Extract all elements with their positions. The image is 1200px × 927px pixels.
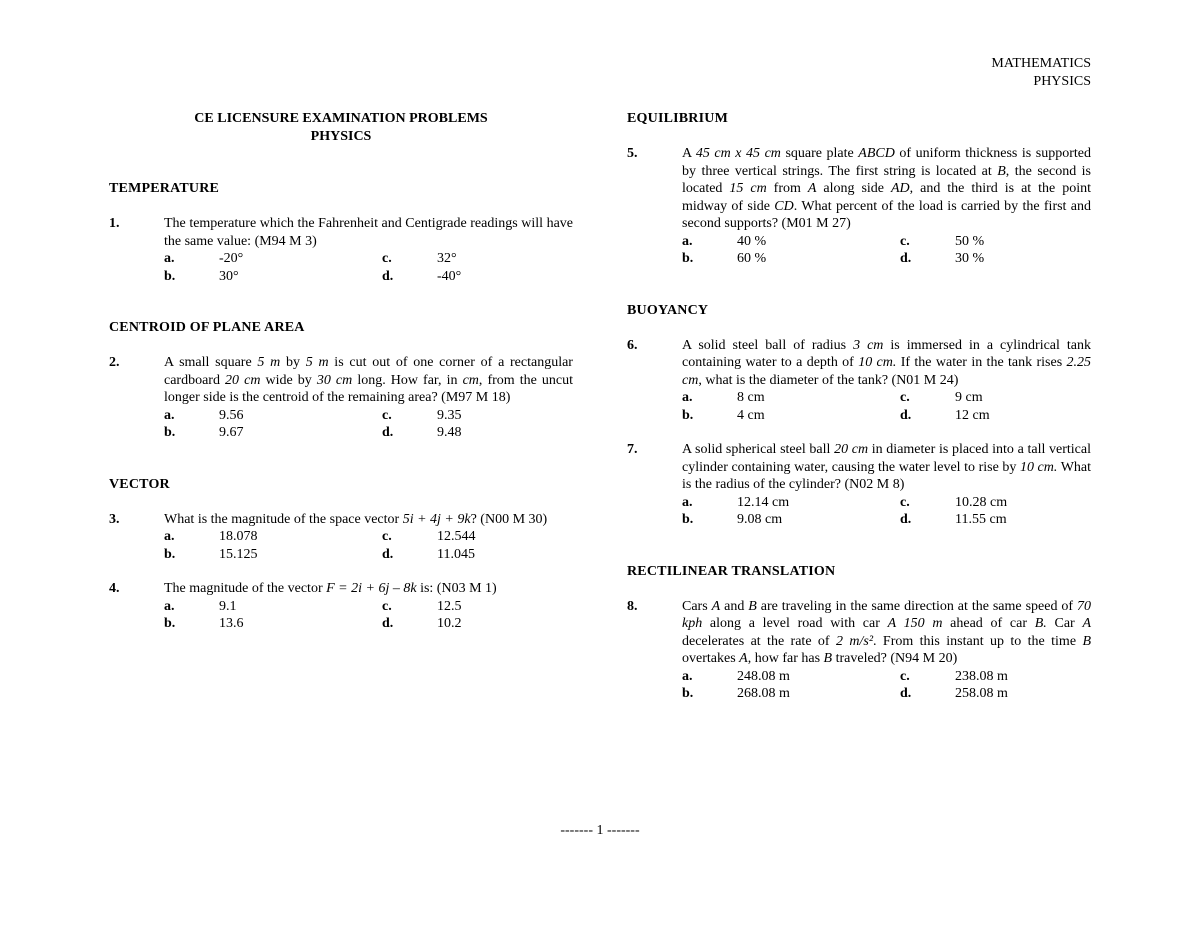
choice-letter-c: c. bbox=[900, 668, 910, 684]
question-body bbox=[164, 511, 573, 564]
text-run: wide by bbox=[260, 372, 317, 388]
choice-letter-d: d. bbox=[900, 407, 912, 423]
question-body bbox=[164, 580, 573, 633]
question bbox=[627, 441, 1091, 529]
choice-letter-d: d. bbox=[382, 616, 394, 631]
text-run: square plate bbox=[780, 146, 859, 161]
math-term: 10 cm. bbox=[1019, 459, 1058, 475]
math-term: 5 m bbox=[257, 355, 281, 370]
choice-letter-c: c. bbox=[382, 251, 392, 266]
text-run: The temperature which the Fahrenheit and Centigrade readings will have the same value: (M94 M 3) bbox=[164, 216, 573, 249]
question-text bbox=[682, 598, 1091, 668]
choice-value-b: 268.08 m bbox=[737, 686, 790, 701]
choice-letter-c: c. bbox=[900, 494, 910, 510]
answer-choices bbox=[682, 389, 1091, 424]
choice-value-c: 50 % bbox=[955, 233, 985, 249]
choice-letter-a: a. bbox=[682, 494, 693, 510]
question-body bbox=[682, 441, 1091, 529]
math-term: 20 cm bbox=[225, 372, 261, 388]
math-term: B bbox=[1082, 633, 1091, 649]
choice-value-c: 238.08 m bbox=[955, 668, 1008, 684]
text-run: traveled? (N94 M 20) bbox=[832, 651, 958, 666]
choice-letter-b: b. bbox=[164, 546, 176, 562]
text-run: is: (N03 M 1) bbox=[416, 581, 497, 596]
math-term: 2 m/s² bbox=[835, 633, 874, 649]
choice-value-d: 9.48 bbox=[437, 425, 462, 440]
choice-letter-d: d. bbox=[900, 512, 912, 527]
math-term: 3 cm bbox=[853, 337, 884, 353]
choice-letter-a: a. bbox=[682, 233, 693, 249]
choice-letter-b: b. bbox=[164, 616, 176, 631]
choice-letter-b: b. bbox=[164, 425, 176, 440]
choice-value-d: 30 % bbox=[955, 251, 985, 266]
text-run: of uniform thickness is supported by three vertical strings. The first string is located at bbox=[682, 146, 1091, 179]
choice-value-a: 18.078 bbox=[219, 529, 258, 544]
question bbox=[627, 598, 1091, 703]
section-buoyancy: BUOYANCY bbox=[627, 302, 709, 318]
question-number: 8. bbox=[627, 598, 638, 614]
math-term: cm bbox=[462, 372, 479, 388]
math-term: 20 cm bbox=[834, 442, 869, 457]
text-run: What is the radius of the cylinder? (N02 M 8) bbox=[682, 459, 1092, 492]
text-run: A bbox=[682, 146, 696, 161]
choice-value-c: 10.28 cm bbox=[955, 494, 1008, 510]
math-term: B bbox=[823, 651, 833, 666]
choice-value-a: 40 % bbox=[737, 233, 767, 249]
text-run: along side bbox=[816, 181, 891, 196]
text-run: by bbox=[280, 355, 306, 370]
math-term: ABCD bbox=[858, 146, 895, 161]
text-run: is immersed in a cylindrical tank containing water to a depth of bbox=[682, 337, 1091, 370]
question-number: 1. bbox=[109, 216, 120, 231]
choice-value-b: 4 cm bbox=[737, 407, 765, 423]
math-term: 5 m bbox=[305, 355, 329, 370]
question-number: 3. bbox=[109, 511, 120, 527]
answer-choices bbox=[682, 494, 1091, 529]
text-run: overtakes bbox=[682, 651, 740, 666]
choice-value-c: 12.544 bbox=[437, 529, 476, 544]
title-line-2: PHYSICS bbox=[310, 129, 372, 144]
math-term: CD bbox=[774, 198, 794, 214]
choice-letter-a: a. bbox=[164, 529, 175, 544]
choice-letter-b: b. bbox=[682, 686, 694, 701]
section-equilibrium: EQUILIBRIUM bbox=[627, 111, 728, 126]
text-run: is cut out of one corner of a rectangular cardboard bbox=[164, 355, 573, 388]
choice-letter-a: a. bbox=[682, 390, 693, 405]
right-column bbox=[627, 110, 1091, 703]
math-term: B bbox=[748, 598, 757, 614]
text-run: A solid spherical steel ball bbox=[682, 442, 835, 457]
choice-letter-c: c. bbox=[382, 529, 392, 544]
choice-letter-c: c. bbox=[900, 390, 910, 405]
text-run: , from the uncut longer side is the centroid of the remaining area? (M97 M 18) bbox=[164, 372, 574, 405]
answer-choices bbox=[682, 233, 1091, 268]
math-term: 10 cm. bbox=[858, 355, 897, 370]
choice-value-a: 9.1 bbox=[219, 598, 237, 614]
choice-value-b: 15.125 bbox=[219, 546, 258, 562]
text-run: What is the magnitude of the space vector bbox=[164, 511, 403, 527]
choice-value-a: -20° bbox=[219, 251, 244, 266]
section-centroid: CENTROID OF PLANE AREA bbox=[109, 320, 305, 335]
question-number: 2. bbox=[109, 355, 120, 370]
choice-value-c: 9.35 bbox=[437, 407, 462, 423]
question bbox=[627, 337, 1091, 425]
choice-letter-b: b. bbox=[682, 512, 694, 527]
question-number: 4. bbox=[109, 581, 120, 596]
math-term: A bbox=[1082, 616, 1091, 631]
text-run: Car bbox=[1046, 616, 1083, 631]
choice-letter-b: b. bbox=[682, 407, 694, 423]
choice-value-d: 11.55 cm bbox=[955, 512, 1007, 527]
question-text bbox=[682, 337, 1091, 390]
page-header bbox=[991, 55, 1091, 91]
math-term: A bbox=[739, 651, 748, 666]
text-run: If the water in the tank rises bbox=[896, 355, 1067, 370]
question-body bbox=[164, 215, 573, 285]
header-subtopic: PHYSICS bbox=[1033, 74, 1091, 89]
choice-letter-a: a. bbox=[682, 668, 693, 684]
math-term: 30 cm bbox=[316, 372, 353, 388]
choice-letter-b: b. bbox=[682, 251, 694, 266]
text-run: decelerates at the rate of bbox=[682, 633, 836, 649]
header-subject: MATHEMATICS bbox=[991, 56, 1091, 71]
math-term: A bbox=[807, 181, 817, 196]
question-text bbox=[164, 215, 573, 250]
choice-value-b: 13.6 bbox=[219, 616, 244, 631]
math-term: 70 kph bbox=[682, 598, 1091, 631]
choice-letter-d: d. bbox=[382, 546, 394, 562]
text-run: and bbox=[720, 598, 749, 614]
text-run: . From this instant up to the time bbox=[873, 633, 1083, 649]
question-body bbox=[682, 337, 1091, 425]
text-run: , how far has bbox=[747, 651, 824, 666]
math-term: A bbox=[711, 598, 721, 614]
question-number: 6. bbox=[627, 337, 638, 353]
math-term: 15 cm bbox=[729, 181, 767, 196]
text-run: are traveling in the same direction at the same speed of bbox=[756, 598, 1077, 614]
text-run: , what is the diameter of the tank? (N01 M 24) bbox=[698, 372, 959, 388]
math-term: A 150 m bbox=[887, 616, 943, 631]
answer-choices bbox=[164, 528, 573, 563]
section-temperature: TEMPERATURE bbox=[109, 181, 220, 196]
question bbox=[109, 511, 573, 564]
choice-letter-d: d. bbox=[900, 686, 912, 701]
choice-letter-d: d. bbox=[382, 425, 394, 440]
choice-value-d: -40° bbox=[437, 268, 462, 284]
choice-value-b: 9.67 bbox=[219, 425, 244, 440]
choice-letter-a: a. bbox=[164, 251, 175, 266]
choice-letter-b: b. bbox=[164, 268, 176, 284]
text-run: from bbox=[766, 181, 808, 196]
text-run: A solid steel ball of radius bbox=[682, 337, 854, 353]
choice-letter-a: a. bbox=[164, 598, 175, 614]
section-vector: VECTOR bbox=[109, 476, 170, 492]
section-rectilinear: RECTILINEAR TRANSLATION bbox=[627, 563, 836, 579]
choice-value-b: 9.08 cm bbox=[737, 512, 783, 527]
choice-value-a: 9.56 bbox=[219, 407, 244, 423]
choice-value-d: 12 cm bbox=[955, 407, 990, 423]
choice-value-d: 11.045 bbox=[437, 546, 475, 562]
choice-value-b: 30° bbox=[219, 268, 239, 284]
math-term: 5i + 4j + 9k bbox=[402, 511, 471, 527]
choice-value-d: 10.2 bbox=[437, 616, 462, 631]
question bbox=[627, 145, 1091, 268]
choice-letter-a: a. bbox=[164, 407, 175, 423]
choice-letter-c: c. bbox=[382, 598, 392, 614]
answer-choices bbox=[164, 407, 573, 442]
choice-value-c: 9 cm bbox=[955, 390, 983, 405]
question-text bbox=[164, 354, 573, 407]
text-run: ? (N00 M 30) bbox=[470, 511, 548, 527]
text-run: . What percent of the load is carried by the first and second supports? (M01 M 27) bbox=[682, 198, 1091, 231]
math-term: AD bbox=[890, 181, 910, 196]
left-column bbox=[109, 110, 573, 633]
text-run: in diameter is placed into a tall vertical cylinder containing water, causing the water level to rise by bbox=[682, 442, 1091, 475]
page-number: ------- 1 ------- bbox=[560, 823, 640, 838]
text-run: , the second is located bbox=[682, 163, 1091, 196]
choice-letter-c: c. bbox=[900, 233, 910, 249]
choice-value-c: 32° bbox=[437, 251, 457, 266]
question bbox=[109, 354, 573, 442]
question-text bbox=[164, 580, 573, 598]
question-text bbox=[682, 441, 1091, 494]
title-line-1: CE LICENSURE EXAMINATION PROBLEMS bbox=[194, 111, 488, 126]
question-number: 5. bbox=[627, 146, 638, 161]
page-title bbox=[109, 110, 573, 146]
question-body bbox=[682, 145, 1091, 268]
math-term: B. bbox=[1034, 616, 1047, 631]
question-number: 7. bbox=[627, 442, 638, 457]
text-run: long. How far, in bbox=[352, 372, 463, 388]
answer-choices bbox=[164, 598, 573, 633]
text-run: Cars bbox=[682, 598, 712, 614]
choice-value-a: 12.14 cm bbox=[737, 494, 790, 510]
math-term: 45 cm x 45 cm bbox=[695, 146, 781, 161]
choice-letter-d: d. bbox=[900, 251, 912, 266]
choice-value-b: 60 % bbox=[737, 251, 767, 266]
text-run: The magnitude of the vector bbox=[164, 581, 327, 596]
choice-letter-d: d. bbox=[382, 268, 394, 284]
choice-letter-c: c. bbox=[382, 407, 392, 423]
question-body bbox=[682, 598, 1091, 703]
math-term: F = 2i + 6j – 8k bbox=[326, 581, 417, 596]
question-body bbox=[164, 354, 573, 442]
answer-choices bbox=[682, 668, 1091, 703]
answer-choices bbox=[164, 250, 573, 285]
choice-value-a: 8 cm bbox=[737, 390, 765, 405]
question-text bbox=[164, 511, 573, 529]
text-run: , and the third is at the point midway of side bbox=[682, 181, 1091, 214]
text-run: ahead of car bbox=[942, 616, 1035, 631]
text-run: A small square bbox=[164, 355, 258, 370]
question bbox=[109, 580, 573, 633]
text-run: along a level road with car bbox=[702, 616, 888, 631]
choice-value-a: 248.08 m bbox=[737, 668, 790, 684]
question-text bbox=[682, 145, 1091, 233]
math-term: 2.25 cm bbox=[682, 355, 1091, 388]
choice-value-c: 12.5 bbox=[437, 598, 462, 614]
question bbox=[109, 215, 573, 285]
choice-value-d: 258.08 m bbox=[955, 686, 1008, 701]
math-term: B bbox=[997, 163, 1006, 179]
